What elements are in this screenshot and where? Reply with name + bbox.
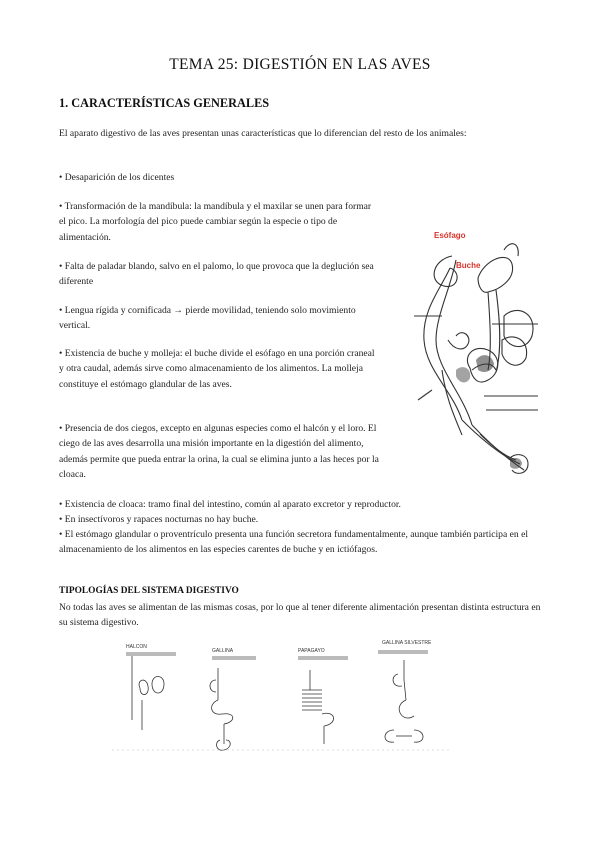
section-heading-characteristics: 1. CARACTERÍSTICAS GENERALES: [59, 96, 270, 110]
bullet-item: • Transformación de la mandíbula: la mandíbula y el maxilar se unen para formar el pico. La morfología del pico puede cambiar según la especie o tipo de alimentación.: [59, 201, 372, 243]
bullet-item: • En insectívoros y rapaces nocturnas no hay buche.: [59, 514, 259, 525]
bullet-item: • El estómago glandular o proventrículo presenta una función secretora fundamentalmente, aunque también participa en el almacenamiento de los alimentos en las especies carentes de buche y en ictiófagos.: [59, 529, 529, 556]
label-gallina: GALLINA: [212, 648, 234, 654]
document-title: TEMA 25: DIGESTIÓN EN LAS AVES: [169, 56, 431, 73]
bullet-item: • Existencia de cloaca: tramo final del intestino, común al aparato excretor y reproductor.: [59, 499, 401, 510]
bullet-item: • Presencia de dos ciegos, excepto en algunas especies como el halcón y el loro. El ciego de las aves desarrolla una misión importante en la digestión del alimento, además permite que pueda entrar la orina, la cual se elimina junto a las heces por la cloaca.: [59, 423, 379, 481]
label-gallina-silvestre: GALLINA SILVESTRE: [382, 640, 432, 646]
typologies-paragraph: No todas las aves se alimentan de las mismas cosas, por lo que al tener diferente alimentación presentan distinta estructura en su sistema digestivo.: [59, 602, 541, 629]
label-halcon: HALCON: [126, 644, 147, 650]
label-buche: Buche: [456, 261, 481, 270]
label-papagayo: PAPAGAYO: [298, 648, 325, 654]
section-heading-typologies: TIPOLOGÍAS DEL SISTEMA DIGESTIVO: [59, 586, 239, 596]
digestive-typologies-diagram: [112, 640, 450, 764]
label-esofago: Esófago: [434, 231, 466, 240]
bullet-item: • Desaparición de los dicentes: [59, 172, 175, 183]
digestive-system-diagram: [392, 220, 542, 488]
intro-paragraph: El aparato digestivo de las aves presentan unas características que lo diferencian del resto de los animales:: [59, 128, 467, 139]
bullet-item: • Lengua rígida y cornificada → pierde movilidad, teniendo solo movimiento vertical.: [59, 305, 356, 332]
bullet-item: • Existencia de buche y molleja: el buche divide el esófago en una porción craneal y otra caudal, además sirve como almacenamiento de los alimentos. La molleja constituye el estómago glandular de las aves.: [59, 348, 375, 390]
bullet-item: • Falta de paladar blando, salvo en el palomo, lo que provoca que la deglución sea diferente: [59, 261, 374, 288]
